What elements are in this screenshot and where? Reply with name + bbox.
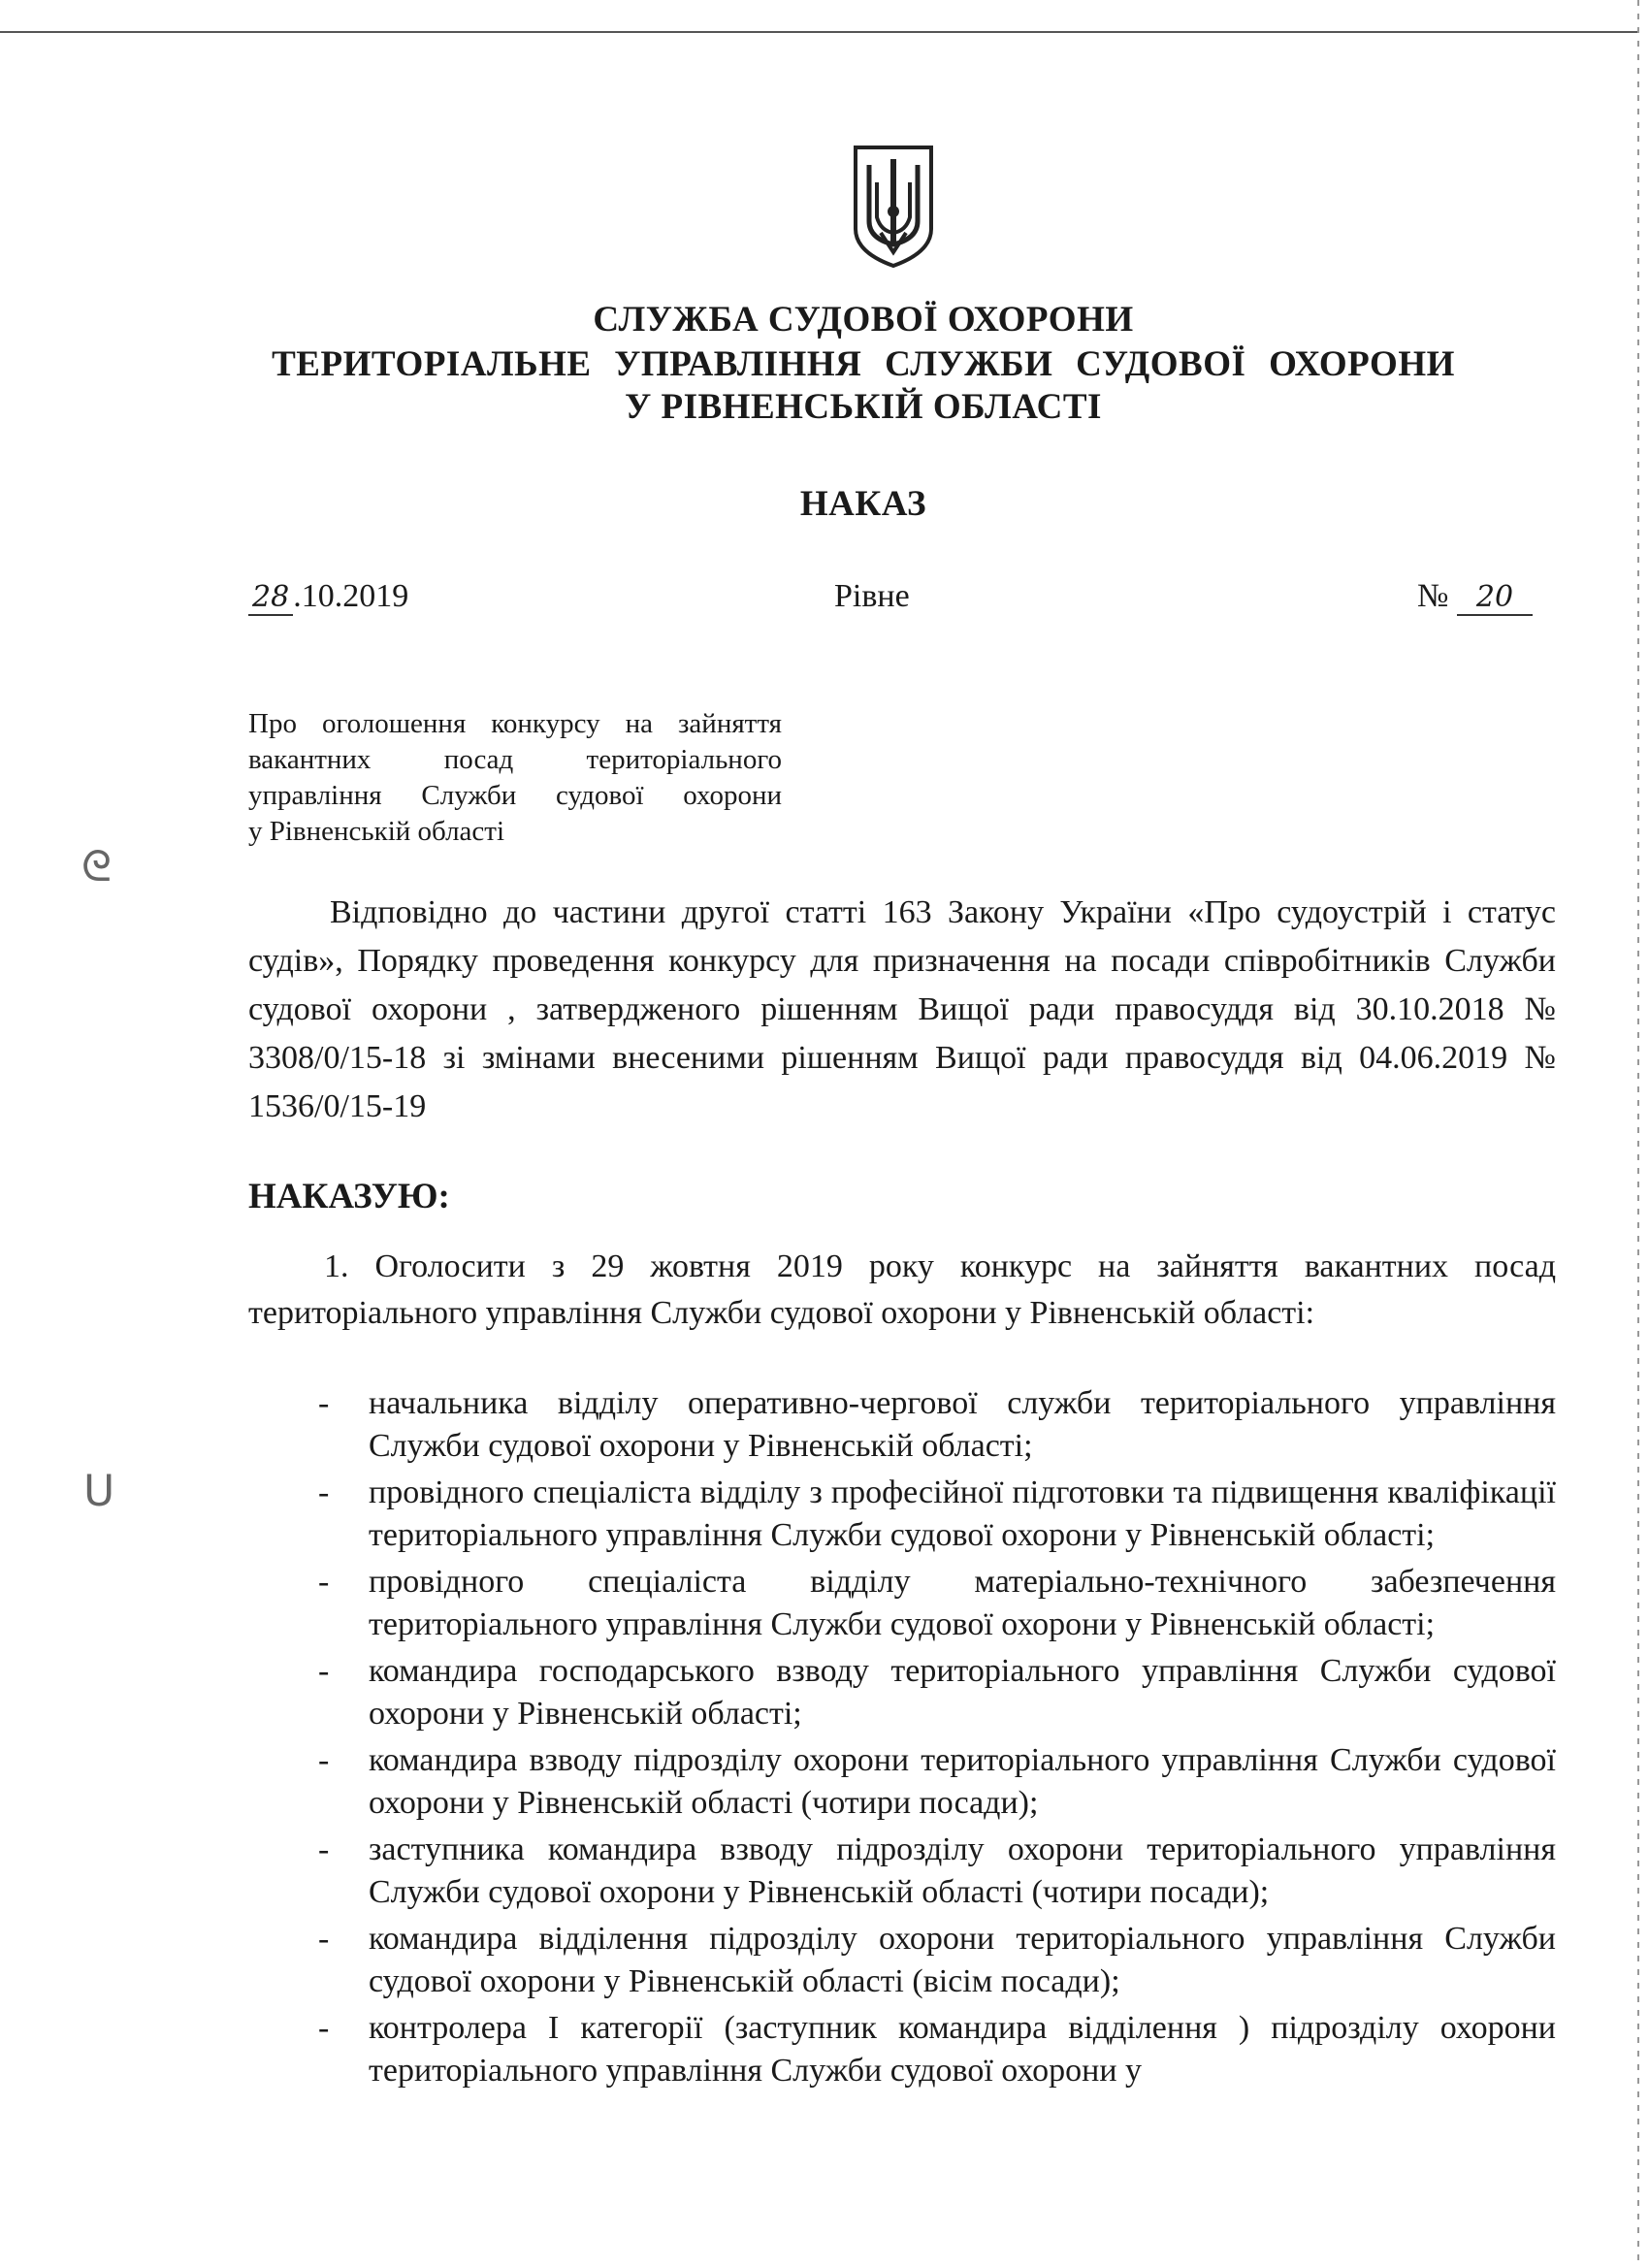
list-dash: - — [318, 1385, 330, 1421]
handwritten-number: 20 — [1457, 580, 1533, 616]
order-heading: НАКАЗУЮ: — [248, 1177, 450, 1216]
list-dash: - — [318, 1742, 330, 1778]
list-dash: - — [318, 1831, 330, 1867]
order-item-1: 1. Оголосити з 29 жовтня 2019 року конкурс на зайняття вакантних посад територіального управління Служби судової охорони у Рівненській області: — [248, 1248, 1556, 1331]
list-item — [318, 1650, 1556, 1735]
position-text: провідного спеціаліста відділу матеріально-технічного забезпечення територіального управління Служби судової охорони у Рівненській області; — [369, 1564, 1556, 1642]
list-item — [318, 1918, 1556, 2003]
subject-line: Про оголошення конкурсу на зайняття — [248, 708, 782, 739]
position-text: контролера І категорії (заступник командира відділення ) підрозділу охорони територіального управління Служби судової охорони у — [369, 2010, 1556, 2089]
list-dash: - — [318, 1653, 330, 1689]
position-text: заступника командира взводу підрозділу охорони територіального управління Служби судової охорони у Рівненській області (чотири посади); — [369, 1831, 1556, 1910]
positions-list — [318, 1382, 1556, 2096]
preamble-paragraph: Відповідно до частини другої статті 163 Закону України «Про судоустрій і статус судів», Порядку проведення конкурсу для призначення на посади співробітників Служби судової охорони , затвердженого рішенням Вищої ради правосуддя від 30.10.2018 № 3308/0/15-18 зі змінами внесеними рішенням Вищої ради правосуддя від 04.06.2019 № 1536/0/15-19 — [248, 894, 1556, 1124]
subject-line: вакантних посад територіального — [248, 744, 782, 775]
org-region: У РІВНЕНСЬКІЙ ОБЛАСТІ — [625, 387, 1102, 427]
position-text: начальника відділу оперативно-чергової служби територіального управління Служби судової охорони у Рівненській області; — [369, 1385, 1556, 1464]
list-dash: - — [318, 1474, 330, 1510]
list-item — [318, 1829, 1556, 1914]
list-item — [318, 1561, 1556, 1646]
org-subtitle: ТЕРИТОРІАЛЬНЕ УПРАВЛІННЯ СЛУЖБИ СУДОВОЇ ОХОРОНИ — [272, 344, 1455, 384]
subject-line: управління Служби судової охорони — [248, 780, 782, 811]
position-text: провідного спеціаліста відділу з професійної підготовки та підвищення кваліфікації територіального управління Служби судової охорони у Рівненській області; — [369, 1474, 1556, 1553]
page-top-rule — [0, 31, 1639, 33]
list-dash: - — [318, 2010, 330, 2046]
document-number — [1417, 578, 1533, 616]
handwritten-day: 28 — [248, 580, 293, 616]
margin-pencil-mark: ᑌ — [83, 1467, 115, 1516]
list-item — [318, 1739, 1556, 1825]
list-item — [318, 1382, 1556, 1468]
subject-line: у Рівненській області — [248, 816, 505, 847]
org-title: СЛУЖБА СУДОВОЇ ОХОРОНИ — [593, 300, 1134, 340]
number-label: № — [1417, 578, 1449, 614]
position-text: командира взводу підрозділу охорони територіального управління Служби судової охорони у Рівненській області (чотири посади); — [369, 1742, 1556, 1821]
position-text: командира відділення підрозділу охорони територіального управління Служби судової охорони у Рівненській області (вісім посади); — [369, 1921, 1556, 1999]
document-type: НАКАЗ — [799, 484, 927, 524]
list-dash: - — [318, 1921, 330, 1957]
position-text: командира господарського взводу територіального управління Служби судової охорони у Рівненській області; — [369, 1653, 1556, 1732]
margin-pencil-mark: ᘓ — [81, 842, 112, 891]
document-subject — [248, 706, 782, 850]
list-item — [318, 1472, 1556, 1557]
coat-of-arms-icon — [852, 144, 935, 270]
list-item — [318, 2007, 1556, 2092]
date-month-year: .10.2019 — [293, 578, 409, 614]
list-dash: - — [318, 1564, 330, 1600]
document-date — [248, 578, 408, 616]
document-city: Рівне — [834, 578, 910, 614]
